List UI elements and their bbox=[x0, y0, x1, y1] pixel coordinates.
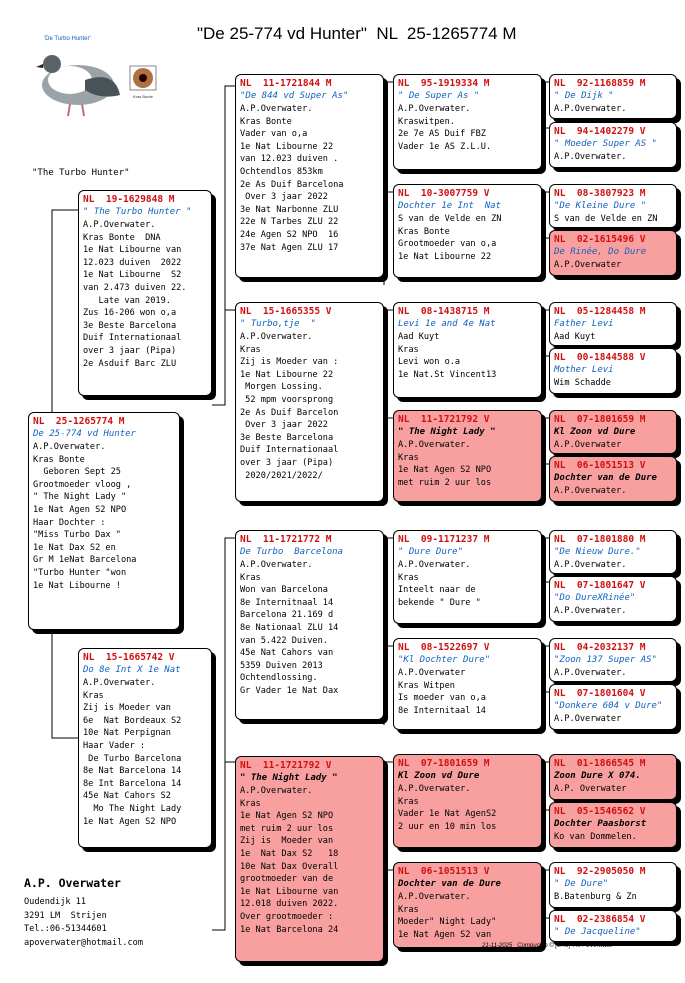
pigeon-name: De Turbo Barcelona bbox=[240, 547, 343, 557]
card-line: 12.018 duiven 2022. bbox=[240, 899, 339, 910]
pigeon-name: "De Kleine Dure " bbox=[554, 201, 647, 211]
ring-number: NL 05-1284458 M bbox=[554, 306, 646, 317]
card-line: A.P.Overwater. bbox=[554, 104, 627, 114]
pedigree-card-g13[interactable] bbox=[549, 754, 677, 800]
card-line: Kras Witpen bbox=[398, 680, 455, 691]
card-line: Kras bbox=[240, 572, 261, 583]
pedigree-card-g16[interactable] bbox=[549, 910, 677, 942]
card-line: Kras Bonte bbox=[398, 226, 450, 237]
card-line: 45e Nat Cahors van bbox=[240, 648, 334, 659]
owner-city: 3291 LM Strijen bbox=[24, 910, 107, 921]
card-line: 3e Nat Narbonne ZLU bbox=[240, 204, 339, 215]
card-line: 1e Nat Libourne 22 bbox=[240, 369, 334, 380]
card-line: A.P.Overwater. bbox=[554, 668, 627, 678]
ring-number: NL 06-1051513 V bbox=[398, 866, 490, 877]
card-line: Grootmoeder vloog , bbox=[33, 479, 132, 490]
owner-street: Oudendijk 11 bbox=[24, 897, 87, 907]
pedigree-card-subject[interactable] bbox=[28, 412, 180, 630]
card-line: Ochtendlossing. bbox=[240, 673, 318, 684]
pedigree-card-g4[interactable] bbox=[549, 230, 677, 276]
card-line: A.P.Overwater. bbox=[240, 332, 313, 342]
card-line: grootmoeder van de bbox=[240, 874, 334, 885]
pigeon-name: " De Dijk " bbox=[554, 91, 614, 101]
card-line: van 5.422 Duiven. bbox=[240, 635, 328, 646]
card-line: Over 3 jaar 2022 bbox=[240, 420, 328, 431]
card-line: " The Night Lady " bbox=[33, 492, 127, 503]
card-line: A.P. Overwater bbox=[554, 784, 627, 794]
ring-number: NL 15-1665355 V bbox=[240, 306, 332, 317]
pedigree-card-mf[interactable] bbox=[235, 530, 384, 720]
card-line: 2e 7e AS Duif FBZ bbox=[398, 129, 486, 140]
pigeon-name: Kl Zoon vd Dure bbox=[554, 427, 636, 437]
card-line: over 3 jaar (Pipa) bbox=[83, 345, 177, 356]
pedigree-card-g10[interactable] bbox=[549, 576, 677, 622]
card-line: S van de Velde en ZN bbox=[398, 214, 502, 224]
pigeon-name: Dochter van de Dure bbox=[398, 879, 501, 889]
card-line: Inteelt naar de bbox=[398, 585, 476, 596]
pedigree-card-g9[interactable] bbox=[549, 530, 677, 574]
card-line: 1e Nat.St Vincent13 bbox=[398, 369, 497, 380]
page-title: "De 25-774 vd Hunter" NL 25-1265774 M bbox=[197, 24, 517, 43]
ring-number: NL 02-2386854 V bbox=[554, 914, 646, 925]
card-line: Mo The Night Lady bbox=[83, 803, 182, 814]
owner-name: A.P. Overwater bbox=[24, 876, 121, 890]
card-line: A.P.Overwater. bbox=[398, 784, 471, 794]
card-line: Geboren Sept 25 bbox=[33, 467, 121, 478]
card-line: 1e Nat Agen S2 NPO bbox=[33, 504, 127, 515]
card-line: met ruim 2 uur los bbox=[398, 477, 492, 488]
pigeon-name: Levi 1e and 4e Nat bbox=[398, 319, 496, 329]
pigeon-name: De 25-774 vd Hunter bbox=[33, 429, 136, 439]
card-line: A.P.Overwater. bbox=[554, 152, 627, 162]
card-line: 10e Nat Perpignan bbox=[83, 728, 171, 739]
pedigree-card-g7[interactable] bbox=[549, 410, 677, 454]
ring-number: NL 11-1721792 V bbox=[240, 760, 332, 771]
pedigree-card-g3[interactable] bbox=[549, 184, 677, 228]
card-line: A.P.Overwater bbox=[554, 440, 622, 450]
card-line: Kras bbox=[398, 572, 419, 583]
card-line: 1e Nat Libourne S2 bbox=[83, 270, 182, 281]
ring-number: NL 04-2032137 M bbox=[554, 642, 646, 653]
pigeon-name: " The Night Lady " bbox=[240, 773, 338, 783]
ring-number: NL 11-1721844 M bbox=[240, 78, 332, 89]
card-line: van 12.023 duiven . bbox=[240, 154, 339, 165]
pigeon-name: " Moeder Super AS " bbox=[554, 139, 657, 149]
pigeon-name: Dochter 1e Int Nat bbox=[398, 201, 501, 211]
pedigree-card-mother[interactable] bbox=[78, 648, 212, 848]
card-line: 45e Nat Cahors S2 bbox=[83, 791, 171, 802]
card-line: Duif Internationaal bbox=[240, 445, 339, 456]
pedigree-card-g6[interactable] bbox=[549, 348, 677, 394]
logo-small-text: Kras Bonte bbox=[133, 94, 153, 99]
pedigree-card-mff[interactable] bbox=[393, 530, 542, 624]
card-line: Over 3 jaar 2022 bbox=[240, 192, 328, 203]
card-line: "Miss Turbo Dax " bbox=[33, 530, 121, 541]
card-line: S van de Velde en ZN bbox=[554, 214, 658, 224]
card-line: 8e Nationaal ZLU 14 bbox=[240, 622, 339, 633]
pigeon-name: " De Jacqueline" bbox=[554, 927, 641, 937]
ring-number: NL 25-1265774 M bbox=[33, 416, 125, 427]
pedigree-card-ff[interactable] bbox=[235, 74, 384, 278]
ring-number: NL 95-1919334 M bbox=[398, 78, 490, 89]
card-line: "Turbo Hunter "won bbox=[33, 567, 127, 578]
card-line: Zij is Moeder van bbox=[83, 703, 171, 714]
card-line: bekende " Dure " bbox=[398, 597, 481, 608]
card-line: 1e Nat Agen S2 NPO bbox=[83, 816, 177, 827]
card-line: 1e Nat Libourne ! bbox=[33, 580, 121, 591]
card-line: Ko van Dommelen. bbox=[554, 832, 637, 842]
pigeon-name: "Do DureXRinée" bbox=[554, 593, 636, 603]
ring-number: NL 07-1801604 V bbox=[554, 688, 646, 699]
pigeon-name: "Zoon 137 Super AS" bbox=[554, 655, 657, 665]
pedigree-card-g2[interactable] bbox=[549, 122, 677, 168]
ring-number: NL 10-3007759 V bbox=[398, 188, 490, 199]
card-line: 2e As Duif Barcelona bbox=[240, 179, 344, 190]
card-line: 10e Nat Dax Overall bbox=[240, 861, 339, 872]
pedigree-card-ffm[interactable] bbox=[393, 184, 542, 278]
card-line: A.P.Overwater bbox=[398, 668, 466, 678]
card-line: Vader 1e Nat AgenS2 bbox=[398, 809, 497, 820]
card-line: A.P.Overwater. bbox=[554, 606, 627, 616]
ring-number: NL 07-1801659 M bbox=[398, 758, 490, 769]
card-line: Zus 16-206 won o,a bbox=[83, 308, 177, 319]
card-line: 6e Nat Bordeaux S2 bbox=[83, 715, 182, 726]
pedigree-card-g11[interactable] bbox=[549, 638, 677, 682]
card-line: A.P.Overwater. bbox=[554, 486, 627, 496]
card-line: A.P.Overwater. bbox=[398, 104, 471, 114]
ring-number: NL 94-1402279 V bbox=[554, 126, 646, 137]
pigeon-name: Zoon Dure X 074. bbox=[554, 771, 641, 781]
card-line: Ochtendlos 853km bbox=[240, 166, 323, 177]
pedigree-card-mmf[interactable] bbox=[393, 754, 542, 848]
owner-contact bbox=[24, 876, 143, 950]
card-line: Kras bbox=[398, 452, 419, 463]
pigeon-name: Father Levi bbox=[554, 319, 614, 329]
card-line: A.P.Overwater. bbox=[398, 892, 471, 902]
card-line: Haar Dochter : bbox=[33, 517, 106, 528]
footer-credit: 21-11-2025 Compuclub © [9.49] A.P. Overwater bbox=[482, 943, 614, 949]
card-line: 1e Nat Agen S2 NPO bbox=[398, 465, 492, 476]
card-line: Wim Schadde bbox=[554, 378, 611, 388]
pedigree-card-g15[interactable] bbox=[549, 862, 677, 908]
ring-number: NL 09-1171237 M bbox=[398, 534, 490, 545]
pigeon-name: "Donkere 604 v Dure" bbox=[554, 701, 663, 711]
pigeon-name: "De Nieuw Dure." bbox=[554, 547, 641, 557]
pedigree-card-mmm[interactable] bbox=[393, 862, 542, 948]
pedigree-card-mm[interactable] bbox=[235, 756, 384, 962]
ring-number: NL 07-1801659 M bbox=[554, 414, 646, 425]
pigeon-name: Kl Zoon vd Dure bbox=[398, 771, 480, 781]
pedigree-card-fff[interactable] bbox=[393, 74, 542, 170]
ring-number: NL 92-2905050 M bbox=[554, 866, 646, 877]
card-line: A.P.Overwater. bbox=[240, 560, 313, 570]
ring-number: NL 08-1438715 M bbox=[398, 306, 490, 317]
pigeon-name: " De Super As " bbox=[398, 91, 480, 101]
card-line: 2e As Duif Barcelon bbox=[240, 407, 339, 418]
pigeon-name: Do 8e Int X 1e Nat bbox=[83, 665, 181, 675]
pigeon-name: Mother Levi bbox=[554, 365, 614, 375]
card-line: Kras bbox=[398, 344, 419, 355]
pedigree-card-mfm[interactable] bbox=[393, 638, 542, 730]
card-line: Gr M 1eNat Barcelona bbox=[33, 555, 137, 566]
card-line: Over grootmoeder : bbox=[240, 911, 334, 922]
card-line: 2e Asduif Barc ZLU bbox=[83, 358, 177, 369]
card-line: A.P.Overwater. bbox=[83, 678, 156, 688]
owner-phone: Tel.:06-51344601 bbox=[24, 924, 107, 934]
card-line: Levi won o.a bbox=[398, 357, 461, 368]
card-line: 22e N Tarbes ZLU 22 bbox=[240, 217, 339, 228]
card-line: 3e Beste Barcelona bbox=[83, 320, 177, 331]
ring-number: NL 00-1844588 V bbox=[554, 352, 646, 363]
pigeon-name: "Kl Dochter Dure" bbox=[398, 655, 491, 665]
card-line: Vader 1e AS Z.L.U. bbox=[398, 141, 492, 152]
ring-number: NL 01-1866545 M bbox=[554, 758, 646, 769]
card-line: Kras bbox=[240, 798, 261, 809]
card-line: Barcelona 21.169 d bbox=[240, 610, 334, 621]
card-line: A.P.Overwater. bbox=[398, 440, 471, 450]
pedigree-card-g12[interactable] bbox=[549, 684, 677, 730]
ring-number: NL 06-1051513 V bbox=[554, 460, 646, 471]
card-line: Kraswitpen. bbox=[398, 116, 455, 127]
card-line: A.P.Overwater. bbox=[33, 442, 106, 452]
ring-number: NL 11-1721772 M bbox=[240, 534, 332, 545]
card-line: Duif Internationaal bbox=[83, 333, 182, 344]
card-line: A.P.Overwater bbox=[554, 714, 622, 724]
card-line: Moeder" Night Lady" bbox=[398, 917, 497, 928]
pedigree-card-fmf[interactable] bbox=[393, 302, 542, 398]
card-line: 2 uur en 10 min los bbox=[398, 821, 497, 832]
pigeon-name: " Dure Dure" bbox=[398, 547, 464, 557]
ring-number: NL 05-1546562 V bbox=[554, 806, 646, 817]
card-line: Late van 2019. bbox=[83, 295, 171, 306]
ring-number: NL 07-1801880 M bbox=[554, 534, 646, 545]
card-line: 8e Int Barcelona 14 bbox=[83, 778, 182, 789]
ring-number: NL 08-1522697 V bbox=[398, 642, 490, 653]
card-line: 1e Nat Dax S2 en bbox=[33, 542, 116, 553]
pigeon-name: De Rinée, Do Dure bbox=[554, 247, 647, 257]
card-line: A.P.Overwater. bbox=[240, 786, 313, 796]
owner-email[interactable]: apoverwater@hotmail.com bbox=[24, 937, 143, 948]
card-line: 1e Nat Agen S2 NPO bbox=[240, 811, 334, 822]
card-line: Kras Bonte bbox=[33, 454, 85, 465]
pedigree-card-g8[interactable] bbox=[549, 456, 677, 502]
card-line: met ruim 2 uur los bbox=[240, 823, 334, 834]
tagline: "The Turbo Hunter" bbox=[32, 168, 130, 178]
card-line: Kras Bonte DNA bbox=[83, 232, 161, 243]
card-line: 1e Nat Libourne 22 bbox=[240, 141, 334, 152]
card-line: Kras bbox=[83, 690, 104, 701]
card-line: 24e Agen S2 NPO 16 bbox=[240, 229, 339, 240]
card-line: Gr Vader 1e Nat Dax bbox=[240, 685, 339, 696]
card-line: Zij is Moeder van : bbox=[240, 357, 339, 368]
card-line: Haar Vader : bbox=[83, 740, 146, 751]
card-line: A.P.Overwater. bbox=[554, 560, 627, 570]
pedigree-card-g14[interactable] bbox=[549, 802, 677, 848]
card-line: over 3 jaar (Pipa) bbox=[240, 457, 334, 468]
pedigree-card-g5[interactable] bbox=[549, 302, 677, 346]
pigeon-name: Dochter Paasborst bbox=[554, 819, 647, 829]
card-line: 1e Nat Dax S2 18 bbox=[240, 848, 339, 859]
pigeon-name: " The Night Lady " bbox=[398, 427, 496, 437]
ring-number: NL 02-1615496 V bbox=[554, 234, 646, 245]
pedigree-card-fm[interactable] bbox=[235, 302, 384, 502]
card-line: Grootmoeder van o,a bbox=[398, 239, 497, 250]
card-line: A.P.Overwater bbox=[554, 260, 622, 270]
card-line: 8e Internitnaal 14 bbox=[240, 597, 334, 608]
card-line: Zij is Moeder van bbox=[240, 836, 334, 847]
card-line: Kras Bonte bbox=[240, 116, 292, 127]
pedigree-card-g1[interactable] bbox=[549, 74, 677, 119]
card-line: B.Batenburg & Zn bbox=[554, 892, 637, 902]
pigeon-name: " Turbo,tje " bbox=[240, 319, 316, 329]
card-line: van 2.473 duiven 22. bbox=[83, 282, 187, 293]
card-line: 3e Beste Barcelona bbox=[240, 432, 334, 443]
card-line: Won van Barcelona bbox=[240, 585, 328, 596]
card-line: 5359 Duiven 2013 bbox=[240, 660, 323, 671]
card-line: A.P.Overwater. bbox=[240, 104, 313, 114]
ring-number: NL 08-3807923 M bbox=[554, 188, 646, 199]
card-line: 8e Nat Barcelona 14 bbox=[83, 766, 182, 777]
pigeon-name: " The Turbo Hunter " bbox=[83, 207, 192, 217]
card-line: 12.023 duiven 2022 bbox=[83, 257, 182, 268]
pedigree-card-father[interactable] bbox=[78, 190, 212, 396]
card-line: De Turbo Barcelona bbox=[83, 753, 182, 764]
logo-caption: 'De Turbo Hunter' bbox=[44, 36, 91, 42]
card-line: 37e Nat Agen ZLU 17 bbox=[240, 242, 339, 253]
card-line: 1e Nat Barcelona 24 bbox=[240, 924, 339, 935]
card-line: Kras bbox=[398, 904, 419, 915]
ring-number: NL 92-1168859 M bbox=[554, 78, 646, 89]
card-line: 52 mpm voorsprong bbox=[240, 394, 334, 405]
card-line: Kras bbox=[398, 796, 419, 807]
card-line: Kras bbox=[240, 344, 261, 355]
ring-number: NL 11-1721792 V bbox=[398, 414, 490, 425]
pedigree-card-fmm[interactable] bbox=[393, 410, 542, 502]
card-line: Vader van o,a bbox=[240, 129, 308, 140]
card-line: 1e Nat Libourne van bbox=[240, 886, 339, 897]
card-line: Aad Kuyt bbox=[554, 332, 596, 342]
pigeon-name: " De Dure" bbox=[554, 879, 609, 889]
ring-number: NL 15-1665742 V bbox=[83, 652, 175, 663]
card-line: A.P.Overwater. bbox=[398, 560, 471, 570]
card-line: Aad Kuyt bbox=[398, 332, 440, 342]
card-line: 8e Internitaal 14 bbox=[398, 705, 486, 716]
card-line: 2020/2021/2022/ bbox=[240, 470, 323, 481]
card-line: 1e Nat Agen S2 van bbox=[398, 929, 492, 940]
ring-number: NL 07-1801647 V bbox=[554, 580, 646, 591]
card-line: 1e Nat Libourne 22 bbox=[398, 251, 492, 262]
card-line: A.P.Overwater. bbox=[83, 220, 156, 230]
pigeon-name: Dochter van de Dure bbox=[554, 473, 657, 483]
ring-number: NL 19-1629848 M bbox=[83, 194, 175, 205]
card-line: 1e Nat Libourne van bbox=[83, 245, 182, 256]
pigeon-name: "De 844 vd Super As" bbox=[240, 91, 349, 101]
card-line: Is moeder van o,a bbox=[398, 693, 486, 704]
card-line: Morgen Lossing. bbox=[240, 382, 323, 393]
